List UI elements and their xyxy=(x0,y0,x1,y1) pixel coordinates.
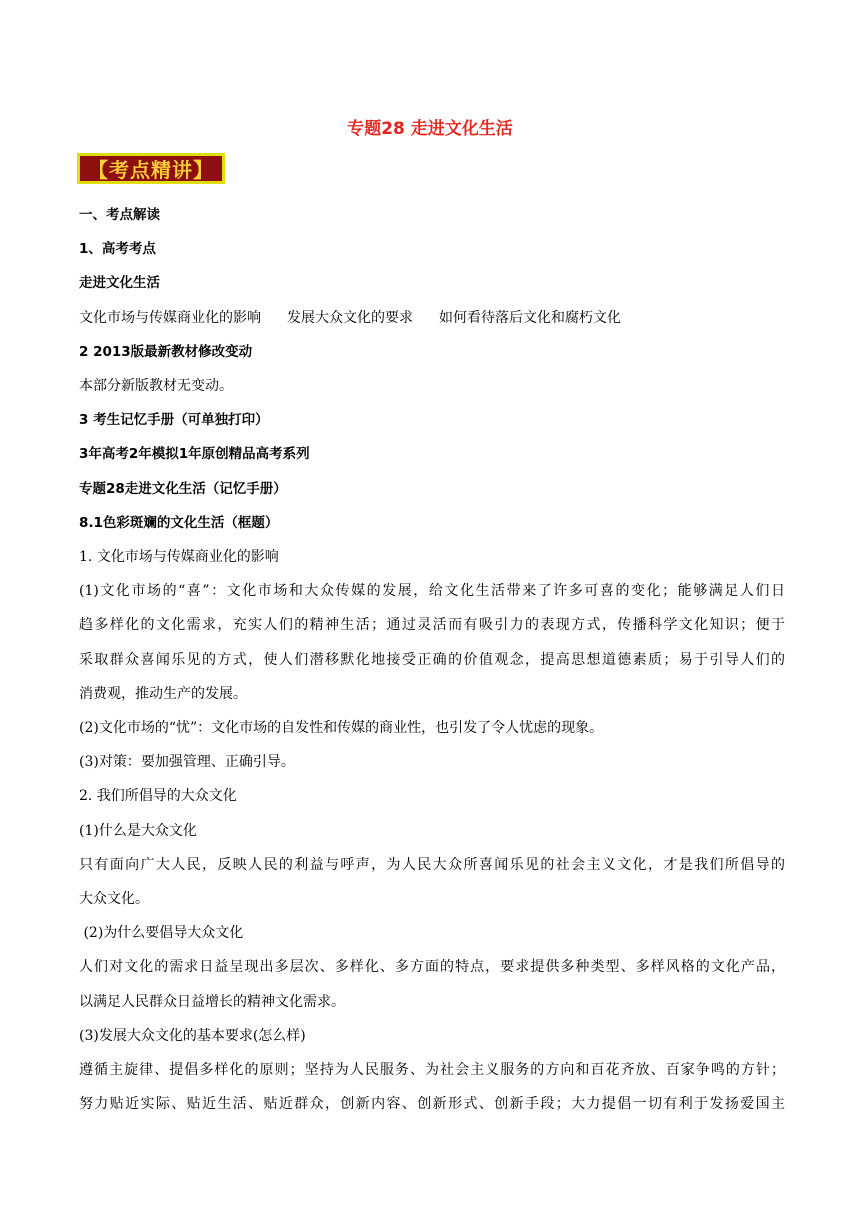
section-banner xyxy=(77,153,225,184)
topic-item: 发展大众文化的要求 xyxy=(287,309,413,326)
paragraph-line: 消费观，推动生产的发展。 xyxy=(79,685,247,702)
heading-subsection: 2 2013版最新教材修改变动 xyxy=(79,343,253,360)
paragraph-line: 采取群众喜闻乐见的方式，使人们潜移默化地接受正确的价值观念，提高思想道德素质；易于引导人们的 xyxy=(79,651,785,668)
paragraph-line: 遵循主旋律、提倡多样化的原则；坚持为人民服务、为社会主义服务的方向和百花齐放、百家争鸣的方针； xyxy=(79,1062,785,1079)
paragraph-line: 2. 我们所倡导的大众文化 xyxy=(79,788,237,805)
heading-section: 一、考点解读 xyxy=(79,207,160,223)
paragraph-line: (3)对策：要加强管理、正确引导。 xyxy=(79,754,295,771)
paragraph-line: 以满足人民群众日益增长的精神文化需求。 xyxy=(79,993,345,1010)
topic-item: 如何看待落后文化和腐朽文化 xyxy=(439,309,621,326)
document-body xyxy=(79,198,785,1121)
paragraph-line: 只有面向广大人民，反映人民的利益与呼声，为人民大众所喜闻乐见的社会主义文化，才是我们所倡导的 xyxy=(79,856,785,873)
paragraph-line: (1)什么是大众文化 xyxy=(79,822,197,839)
heading-subsection: 1、高考考点 xyxy=(79,241,156,258)
paragraph-line: 大众文化。 xyxy=(79,891,149,908)
paragraph-line: 人们对文化的需求日益呈现出多层次、多样化、多方面的特点，要求提供多种类型、多样风格的文化产品， xyxy=(79,959,785,976)
paragraph-line: (2)为什么要倡导大众文化 xyxy=(79,925,244,942)
paragraph-line: 努力贴近实际、贴近生活、贴近群众，创新内容、创新形式、创新手段；大力提倡一切有利于发扬爱国主 xyxy=(79,1096,785,1113)
paragraph-line: (1)文化市场的“喜”：文化市场和大众传媒的发展，给文化生活带来了许多可喜的变化；能够满足人们日 xyxy=(79,583,785,600)
page-title: 专题28 走进文化生活 xyxy=(347,119,513,139)
section-banner-label: 【考点精讲】 xyxy=(80,156,222,181)
heading-handbook: 专题28走进文化生活（记忆手册） xyxy=(79,480,287,497)
topic-list xyxy=(79,301,785,335)
heading-topic: 走进文化生活 xyxy=(79,275,160,292)
paragraph-line: 1. 文化市场与传媒商业化的影响 xyxy=(79,549,279,566)
paragraph-line: 本部分新版教材无变动。 xyxy=(79,378,233,395)
topic-item: 文化市场与传媒商业化的影响 xyxy=(79,309,261,326)
paragraph-line: 趋多样化的文化需求，充实人们的精神生活；通过灵活而有吸引力的表现方式，传播科学文化知识；便于 xyxy=(79,617,785,634)
heading-series: 3年高考2年模拟1年原创精品高考系列 xyxy=(79,446,310,463)
heading-subsection: 3 考生记忆手册（可单独打印） xyxy=(79,412,269,429)
paragraph-line: (3)发展大众文化的基本要求(怎么样) xyxy=(79,1027,306,1044)
heading-chapter: 8.1色彩斑斓的文化生活（框题） xyxy=(79,514,279,531)
paragraph-line: (2)文化市场的“忧”：文化市场的自发性和传媒的商业性，也引发了令人忧虑的现象。 xyxy=(79,720,604,737)
